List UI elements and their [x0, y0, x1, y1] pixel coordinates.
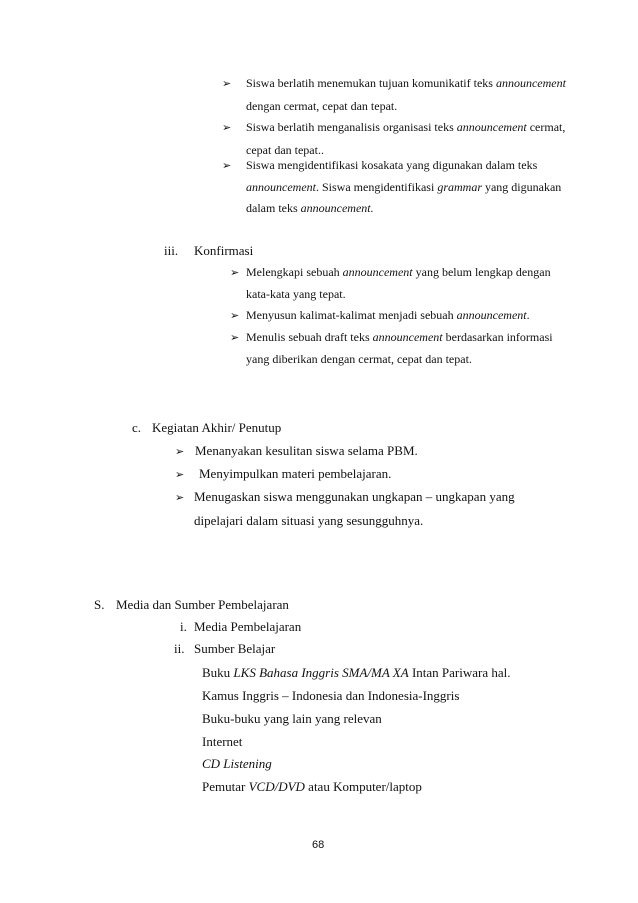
arrow-bullet-icon: ➢ — [175, 468, 185, 481]
konfirmasi-item-1-line-2: kata-kata yang tepat. — [246, 287, 346, 301]
arrow-bullet-icon: ➢ — [222, 159, 232, 172]
italic-term: announcement. — [300, 201, 374, 215]
text-segment: dalam teks — [246, 201, 301, 215]
subsection-numeral-ii: ii. — [174, 641, 185, 656]
section-letter-s: S. — [94, 597, 105, 612]
section-title-konfirmasi: Konfirmasi — [194, 243, 254, 258]
sumber-item-2: Kamus Inggris – Indonesia dan Indonesia-Inggris — [202, 688, 460, 703]
arrow-bullet-icon: ➢ — [222, 77, 232, 90]
bullet-text-2-line-2: cepat dan tepat.. — [246, 143, 324, 157]
bullet-text-1-line-2: dengan cermat, cepat dan tepat. — [246, 99, 398, 113]
text-segment: Menulis sebuah draft teks — [246, 330, 373, 344]
arrow-bullet-icon: ➢ — [230, 266, 240, 279]
penutup-item-3-line-2: dipelajari dalam situasi yang sesungguhnya. — [194, 513, 424, 528]
italic-term: announcement — [495, 76, 566, 90]
bullet-text-3-line-2 — [246, 180, 561, 195]
konfirmasi-item-2 — [246, 308, 530, 323]
italic-term: LKS Bahasa Inggris SMA/MA XA — [233, 665, 409, 680]
konfirmasi-item-3-line-2: yang diberikan dengan cermat, cepat dan tepat. — [246, 352, 472, 366]
konfirmasi-item-1-line-1 — [246, 265, 551, 280]
arrow-bullet-icon: ➢ — [175, 491, 185, 504]
italic-term: VCD/DVD — [248, 779, 305, 794]
konfirmasi-item-3-line-1 — [246, 330, 553, 345]
subsection-title-media-pembelajaran: Media Pembelajaran — [194, 619, 302, 634]
text-segment: berdasarkan informasi — [442, 330, 553, 344]
page-number: 68 — [312, 839, 325, 851]
italic-term: announcement — [342, 265, 413, 279]
text-segment: Melengkapi sebuah — [246, 265, 343, 279]
section-title-media: Media dan Sumber Pembelajaran — [116, 597, 289, 612]
sumber-item-3: Buku-buku yang lain yang relevan — [202, 711, 382, 726]
italic-term: announcement — [246, 180, 316, 194]
bullet-text-1-line-1 — [246, 76, 566, 91]
arrow-bullet-icon: ➢ — [230, 309, 240, 322]
italic-term: announcement — [372, 330, 443, 344]
sumber-item-4: Internet — [202, 734, 243, 749]
text-segment: Pemutar — [202, 779, 249, 794]
penutup-item-3-line-1: Menugaskan siswa menggunakan ungkapan – ungkapan yang — [194, 489, 515, 504]
text-segment: Menyusun kalimat-kalimat menjadi sebuah — [246, 308, 457, 322]
text-segment: Siswa berlatih menganalisis organisasi teks — [246, 120, 457, 134]
penutup-item-1: Menanyakan kesulitan siswa selama PBM. — [195, 443, 418, 458]
text-segment: yang belum lengkap dengan — [412, 265, 551, 279]
bullet-text-2-line-1 — [246, 120, 565, 135]
section-numeral-iii: iii. — [164, 243, 179, 258]
bullet-text-3-line-3 — [246, 201, 374, 216]
arrow-bullet-icon: ➢ — [175, 445, 185, 458]
text-segment: Siswa berlatih menemukan tujuan komunikatif teks — [246, 76, 496, 90]
arrow-bullet-icon: ➢ — [230, 331, 240, 344]
text-segment: Buku — [202, 665, 234, 680]
sumber-item-1 — [202, 665, 510, 681]
italic-term: grammar — [437, 180, 482, 194]
text-segment: atau Komputer/laptop — [304, 779, 422, 794]
penutup-item-2: Menyimpulkan materi pembelajaran. — [199, 466, 392, 481]
bullet-text-3-line-1: Siswa mengidentifikasi kosakata yang digunakan dalam teks — [246, 158, 538, 172]
text-segment: . — [526, 308, 530, 322]
italic-term: announcement — [456, 308, 527, 322]
section-letter-c: c. — [132, 420, 142, 435]
text-segment: . Siswa mengidentifikasi — [315, 180, 438, 194]
italic-term: announcement — [456, 120, 527, 134]
subsection-numeral-i: i. — [180, 619, 187, 634]
italic-term: CD Listening — [202, 756, 272, 771]
arrow-bullet-icon: ➢ — [222, 121, 232, 134]
text-segment: yang digunakan — [481, 180, 562, 194]
sumber-item-5 — [202, 756, 272, 772]
text-segment: cermat, — [526, 120, 566, 134]
section-title-penutup: Kegiatan Akhir/ Penutup — [152, 420, 282, 435]
sumber-item-6 — [202, 779, 422, 795]
subsection-title-sumber-belajar: Sumber Belajar — [194, 641, 276, 656]
text-segment: Intan Pariwara hal. — [408, 665, 511, 680]
